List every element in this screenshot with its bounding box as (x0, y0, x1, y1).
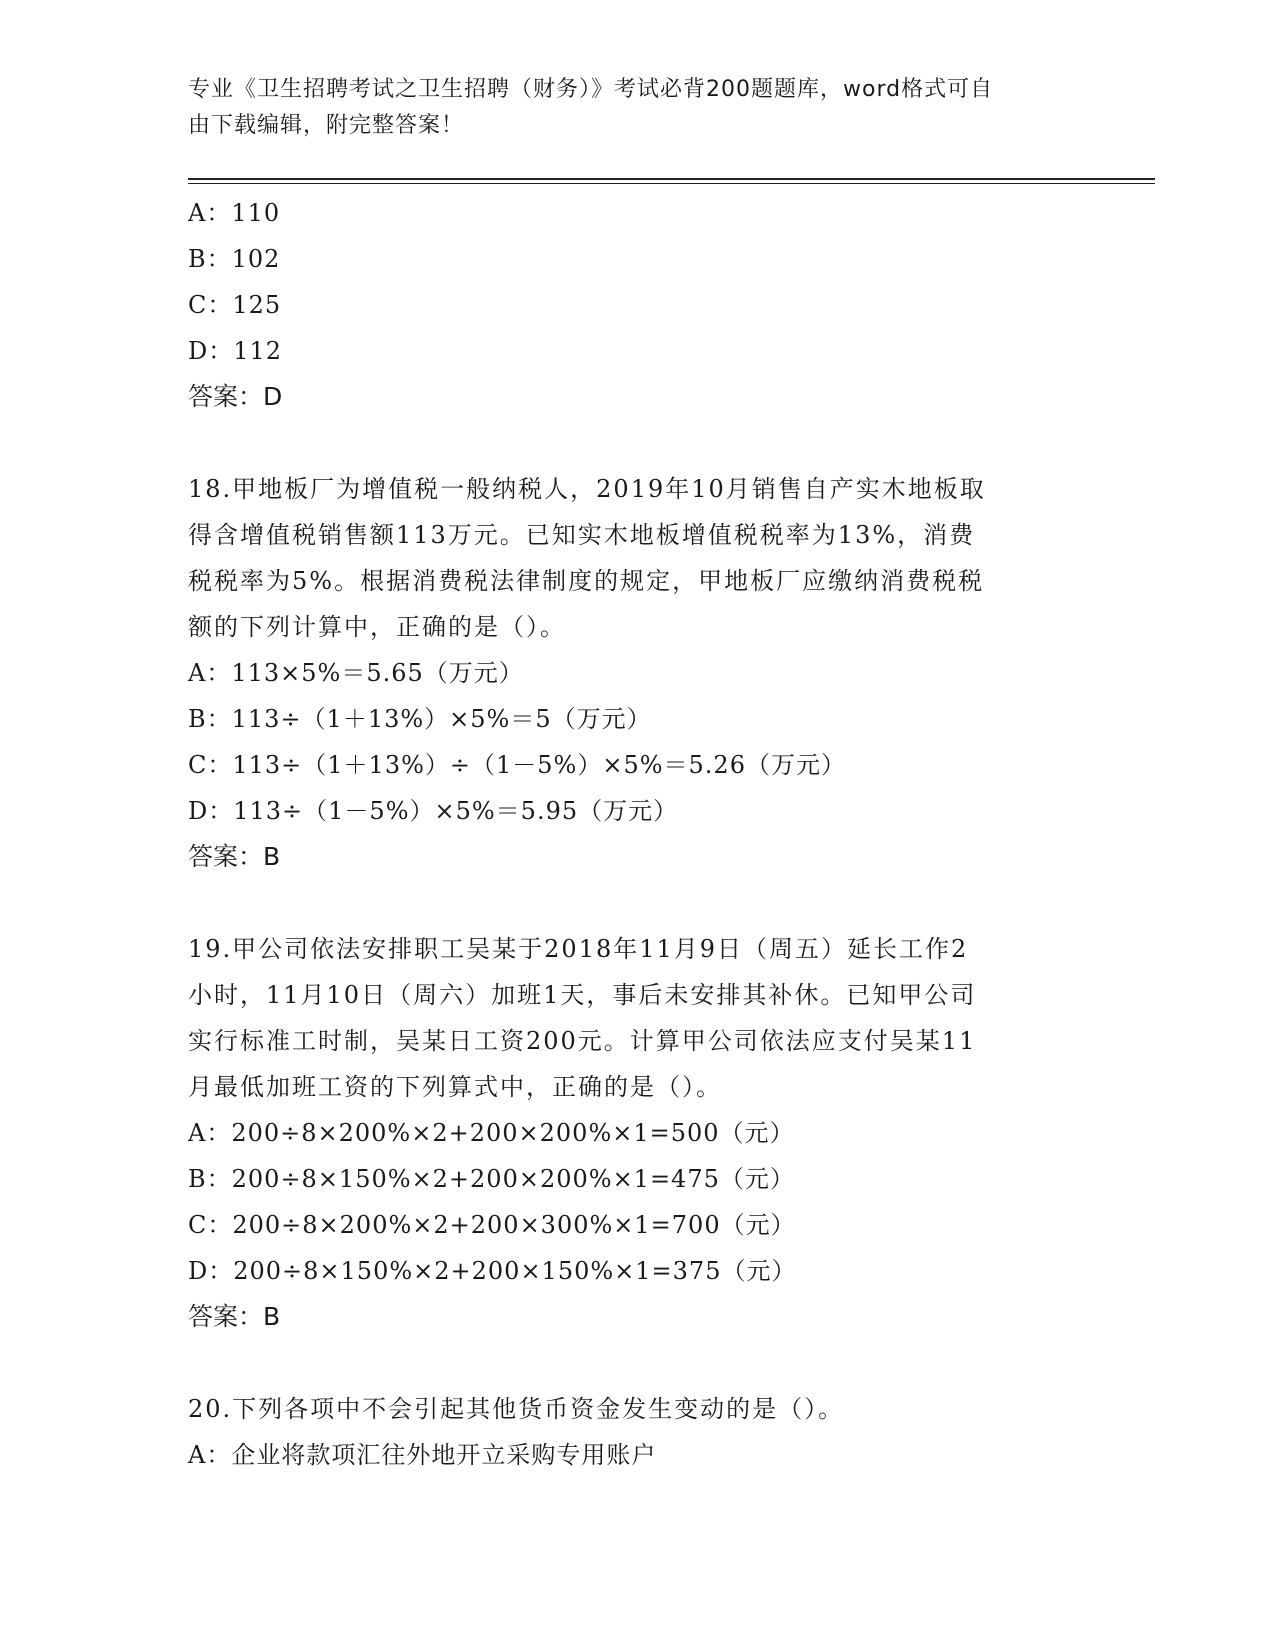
stem-line: 20.下列各项中不会引起其他货币资金发生变动的是（）。 (188, 1395, 845, 1423)
option-a: A：113×5%＝5.65（万元） (188, 659, 524, 687)
stem-line: 实行标准工时制，吴某日工资200元。计算甲公司依法应支付吴某11 (188, 1027, 977, 1055)
option-a: A：200÷8×200%×2+200×200%×1=500（元） (188, 1119, 795, 1147)
question-18-answer: 答案：B (188, 842, 281, 871)
question-18-stem (188, 466, 1068, 650)
question-18 (188, 466, 1088, 880)
option-c: C：125 (188, 291, 282, 319)
stem-line: 19.甲公司依法安排职工吴某于2018年11月9日（周五）延长工作2 (188, 935, 969, 963)
document-header (188, 72, 1088, 144)
stem-line: 税税率为5%。根据消费税法律制度的规定，甲地板厂应缴纳消费税税 (188, 567, 985, 595)
option-d: D：200÷8×150%×2+200×150%×1=375（元） (188, 1257, 797, 1285)
prev-question-options (188, 190, 1088, 374)
question-19-stem (188, 926, 1068, 1110)
question-19-answer: 答案：B (188, 1302, 281, 1331)
stem-line: 小时，11月10日（周六）加班1天，事后未安排其补休。已知甲公司 (188, 981, 977, 1009)
stem-line: 额的下列计算中，正确的是（）。 (188, 613, 566, 641)
option-b: B：200÷8×150%×2+200×200%×1=475（元） (188, 1165, 795, 1193)
header-rule-thin (188, 183, 1155, 184)
option-d: D：113÷（1－5%）×5%＝5.95（万元） (188, 797, 679, 825)
document-body (188, 190, 1088, 1478)
question-19 (188, 926, 1088, 1340)
header-line-1: 专业《卫生招聘考试之卫生招聘（财务）》考试必背200题题库，word格式可自 (188, 77, 994, 102)
header-line-2: 由下载编辑，附完整答案！ (188, 113, 465, 138)
header-rule (188, 178, 1155, 180)
option-b: B：102 (188, 245, 281, 273)
option-d: D：112 (188, 337, 283, 365)
stem-line: 18.甲地板厂为增值税一般纳税人，2019年10月销售自产实木地板取 (188, 475, 986, 503)
stem-line: 得含增值税销售额113万元。已知实木地板增值税税率为13%，消费 (188, 521, 976, 549)
stem-line: 月最低加班工资的下列算式中，正确的是（）。 (188, 1073, 722, 1101)
option-c: C：200÷8×200%×2+200×300%×1=700（元） (188, 1211, 796, 1239)
option-b: B：113÷（1＋13%）×5%＝5（万元） (188, 705, 652, 733)
option-a: A：企业将款项汇往外地开立采购专用账户 (188, 1441, 657, 1469)
option-a: A：110 (188, 199, 281, 227)
option-c: C：113÷（1＋13%）÷（1－5%）×5%＝5.26（万元） (188, 751, 846, 779)
question-20 (188, 1386, 1088, 1478)
question-20-stem (188, 1386, 1068, 1432)
prev-question-answer: 答案：D (188, 382, 283, 411)
